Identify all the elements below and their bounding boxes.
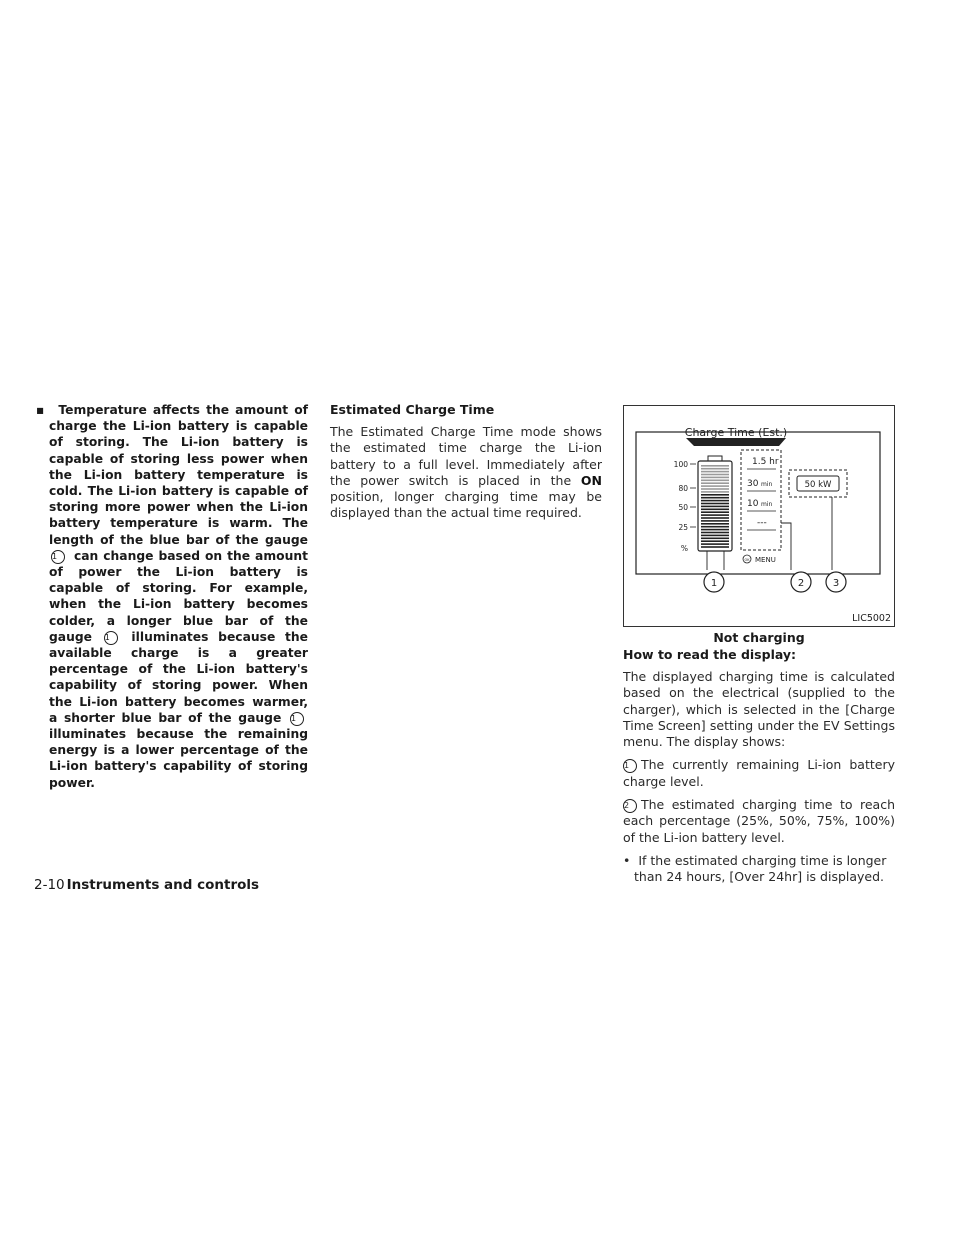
section-title: Instruments and controls (66, 877, 260, 893)
gauge-bar-segment (701, 471, 729, 473)
gauge-bar-segment (701, 520, 729, 522)
gauge-label-25: 25 (678, 523, 688, 532)
gauge-bar-segment (701, 523, 729, 525)
gauge-bar-segment (701, 514, 729, 516)
right-column (623, 405, 895, 886)
page-number: 2-10 (34, 877, 65, 893)
gauge-label-percent: % (680, 544, 688, 553)
how-to-read-heading: How to read the display: (623, 647, 797, 662)
ok-label: OK (744, 558, 750, 562)
gauge-bar-segment (701, 532, 729, 534)
middle-column (330, 402, 602, 529)
menu-label: MENU (755, 556, 776, 564)
figure-code: LIC5002 (852, 613, 891, 624)
gauge-bar-segment (701, 503, 729, 505)
sub-text: If the estimated charging time is longer than 24 hours, [Over 24hr] is displayed. (634, 852, 887, 885)
charge-time-display (624, 406, 894, 626)
on-position-label: ON (580, 472, 602, 488)
item-1 (623, 757, 895, 790)
time-50-unit: min (761, 501, 773, 508)
time-50: 10 (747, 499, 759, 509)
gauge-bar-segment (701, 506, 729, 508)
time-100: 1.5 hr (752, 457, 779, 467)
gauge-bar-segment (701, 526, 729, 528)
gauge-bar-segment (701, 474, 729, 476)
time-25: --- (757, 518, 767, 528)
gauge-bar-segment (701, 480, 729, 482)
gauge-bar-segment (701, 477, 729, 479)
gauge-label-50: 50 (678, 503, 688, 512)
screen-title: Charge Time (Est.) (684, 426, 788, 439)
section-paragraph (330, 424, 602, 522)
page-footer (34, 877, 259, 893)
charge-time-figure (623, 405, 895, 627)
gauge-bars (701, 465, 729, 548)
note-text-1: Temperature affects the amount of charge the Li-ion battery is capable of storing. The Li-ion battery is capable of storing less power when the Li-ion battery temperature is cold. The Li-ion battery is capable of storing more power when the Li-ion battery temperature is warm. The length of the blue bar of the gauge (49, 403, 308, 547)
note-text-3: illuminates because the available charge is a greater percentage of the Li-ion battery's capability of storing power. When the Li-ion battery becomes warmer, a shorter blue bar of the gauge (49, 629, 308, 725)
how-to-read-intro: The displayed charging time is calculated based on the electrical (supplied to the charger), which is selected in the [Charge Time Screen] setting under the EV Settings menu. The display shows: (623, 669, 895, 750)
note-text-4: illuminates because the remaining energy is a lower percentage of the Li-ion battery's capability of storing power. (49, 727, 308, 790)
gauge-bar-segment (701, 511, 729, 513)
gauge-bar-segment (701, 488, 729, 490)
over-24hr-note (623, 853, 895, 886)
gauge-bar-segment (701, 540, 729, 542)
section-heading: Estimated Charge Time (330, 402, 495, 417)
gauge-bar-segment (701, 485, 729, 487)
temperature-note (36, 402, 308, 791)
callout-1-label: 1 (710, 578, 718, 589)
item-2 (623, 797, 895, 846)
time-80-unit: min (761, 481, 773, 488)
power-value: 50 kW (804, 480, 832, 490)
item-1-text: The currently remaining Li-ion battery charge level. (623, 757, 895, 789)
sub-bullet: • (623, 852, 631, 868)
callout-2-label: 2 (797, 578, 805, 589)
gauge-bar-segment (701, 500, 729, 502)
gauge-bar-segment (701, 538, 729, 540)
figure-caption: Not charging (713, 630, 805, 645)
bullet-marker: ▪ (36, 403, 47, 417)
gauge-bar-segment (701, 535, 729, 537)
gauge-bar-segment (701, 494, 729, 496)
para-text: position, longer charging time may be displayed than the actual time required. (330, 489, 602, 521)
time-80: 30 (747, 479, 759, 489)
item-2-text: The estimated charging time to reach each percentage (25%, 50%, 75%, 100%) of the Li-ion battery level. (623, 797, 895, 845)
gauge-bar-segment (701, 468, 729, 470)
gauge-bar-segment (701, 509, 729, 511)
gauge-bar-segment (701, 491, 729, 493)
gauge-bar-segment (701, 543, 729, 545)
ref-1-icon: 1 (104, 631, 118, 645)
left-column (36, 402, 308, 791)
gauge-bar-segment (701, 482, 729, 484)
note-text-2: can change based on the amount of power the Li-ion battery is capable of storing. For example, when the Li-ion battery becomes colder, a longer blue bar of the gauge (49, 548, 308, 644)
ref-1-icon: 1 (290, 712, 304, 726)
callout-3-label: 3 (832, 578, 840, 589)
gauge-label-80: 80 (678, 484, 688, 493)
gauge-bar-segment (701, 465, 729, 467)
title-tab (686, 438, 786, 446)
gauge-bar-segment (701, 546, 729, 548)
item-1-number-icon: 1 (623, 759, 637, 773)
ref-1-icon: 1 (51, 550, 65, 564)
item-2-number-icon: 2 (623, 799, 637, 813)
gauge-bar-segment (701, 497, 729, 499)
battery-terminal (708, 456, 722, 461)
gauge-bar-segment (701, 529, 729, 531)
gauge-bar-segment (701, 517, 729, 519)
gauge-label-100: 100 (673, 460, 688, 469)
para-text: The Estimated Charge Time mode shows the estimated time charge the Li-ion battery to a full level. Immediately after the power switch is placed in the (330, 424, 602, 488)
